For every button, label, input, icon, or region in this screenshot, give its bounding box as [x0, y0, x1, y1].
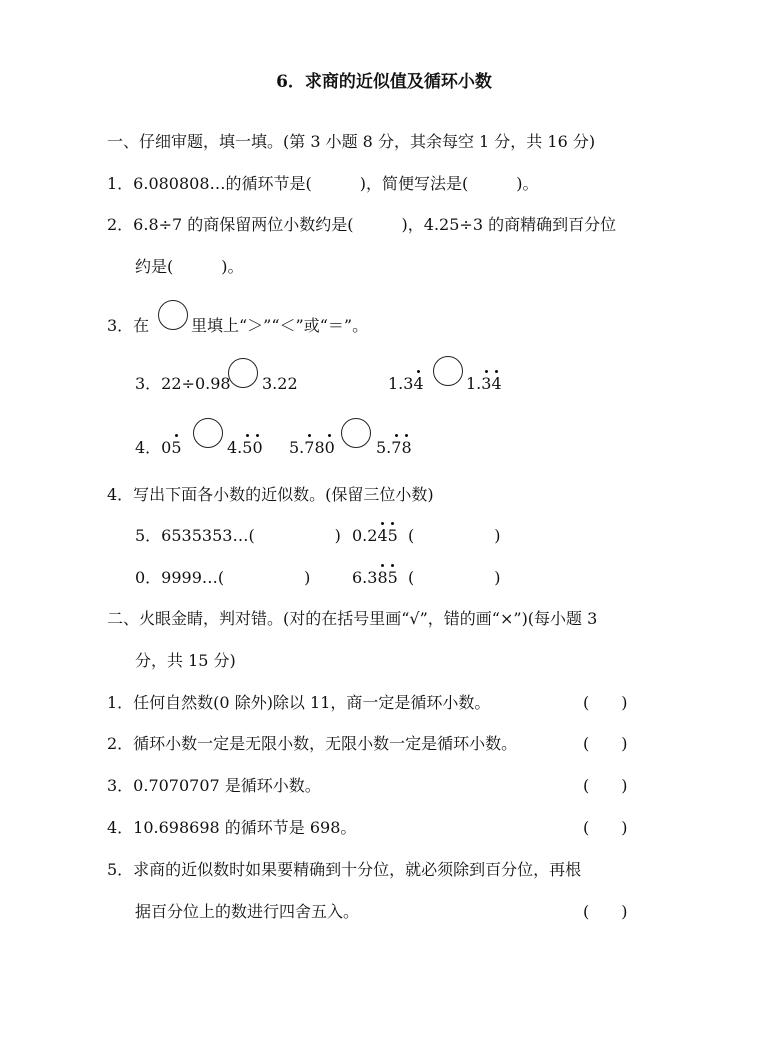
question-3-prefix: 3．在: [107, 316, 150, 335]
q3-row1-left-b: 3.22: [262, 374, 298, 393]
judge-paren-2[interactable]: ( ): [583, 734, 628, 753]
question-3-suffix: 里填上“＞”“＜”或“＝”。: [191, 316, 369, 335]
question-1: 1．6.080808…的循环节是( )，简便写法是( )。: [107, 174, 539, 193]
question-4: 4．写出下面各小数的近似数。(保留三位小数): [107, 485, 434, 504]
number-text: 8: [314, 438, 325, 457]
judge-item-4: 4．10.698698 的循环节是 698。: [107, 818, 357, 837]
q3-row1-right-a: [388, 374, 424, 394]
page-title: 6．求商的近似值及循环小数: [276, 72, 492, 92]
repeating-digit: 7: [391, 438, 402, 457]
repeating-digit: 0: [252, 438, 263, 457]
question-2-line2: 约是( )。: [135, 257, 244, 276]
number-text: 6.3: [352, 568, 378, 587]
judge-item-2: 2．循环小数一定是无限小数，无限小数一定是循环小数。: [107, 734, 518, 753]
judge-paren-4[interactable]: ( ): [583, 818, 628, 837]
section2-heading-line1: 二、火眼金睛，判对错。(对的在括号里画“√”，错的画“×”)(每小题 3: [107, 609, 598, 628]
repeating-digit: 3: [481, 374, 492, 393]
number-text: 4.: [227, 438, 243, 457]
repeating-digit: 8: [401, 438, 412, 457]
repeating-digit: 7: [304, 438, 315, 457]
repeating-digit: 5: [387, 568, 398, 587]
repeating-digit: 5: [171, 438, 182, 457]
question-2-line1: 2．6.8÷7 的商保留两位小数约是( )，4.25÷3 的商精确到百分位: [107, 215, 617, 234]
number-text: 1.: [466, 374, 482, 393]
number-text: 5.: [376, 438, 392, 457]
judge-item-1: 1．任何自然数(0 除外)除以 11，商一定是循环小数。: [107, 693, 491, 712]
section2-heading-line2: 分，共 15 分): [135, 651, 236, 670]
q3-row2-a: [135, 438, 182, 458]
answer-circle[interactable]: [433, 356, 463, 386]
q3-row1-right-b: [466, 374, 502, 394]
q4-item-c: 0．9999…( ): [135, 568, 311, 587]
answer-circle[interactable]: [341, 418, 371, 448]
judge-item-3: 3．0.7070707 是循环小数。: [107, 776, 321, 795]
q3-row2-d: [376, 438, 412, 458]
repeating-digit: 8: [377, 568, 388, 587]
answer-paren: ( ): [397, 526, 501, 545]
repeating-digit: 4: [491, 374, 502, 393]
judge-paren-3[interactable]: ( ): [583, 776, 628, 795]
answer-paren: ( ): [397, 568, 501, 587]
repeating-digit: 4: [377, 526, 388, 545]
q4-item-a: 5．6535353…( ): [135, 526, 341, 545]
judge-paren-1[interactable]: ( ): [583, 693, 628, 712]
q4-item-b: [352, 526, 501, 546]
answer-circle[interactable]: [193, 418, 223, 448]
repeating-digit: 5: [242, 438, 253, 457]
repeating-digit: 0: [324, 438, 335, 457]
repeating-digit: 5: [387, 526, 398, 545]
number-text: 0.2: [352, 526, 378, 545]
judge-item-5-line1: 5．求商的近似数时如果要精确到十分位，就必须除到百分位，再根: [107, 860, 582, 879]
section1-heading: 一、仔细审题，填一填。(第 3 小题 8 分，其余每空 1 分，共 16 分): [107, 132, 596, 151]
judge-item-5-line2: 据百分位上的数进行四舍五入。: [135, 902, 360, 921]
number-text: 1.3: [388, 374, 414, 393]
q3-row2-c: [289, 438, 335, 458]
number-text: 4．0: [135, 438, 172, 457]
q3-row1-left-a: 3．22÷0.98: [135, 374, 231, 393]
answer-circle[interactable]: [228, 358, 258, 388]
q3-row2-b: [227, 438, 263, 458]
q4-item-d: [352, 568, 501, 588]
judge-paren-5[interactable]: ( ): [583, 902, 628, 921]
number-text: 5.: [289, 438, 305, 457]
repeating-digit: 4: [413, 374, 424, 393]
answer-circle[interactable]: [158, 300, 188, 330]
